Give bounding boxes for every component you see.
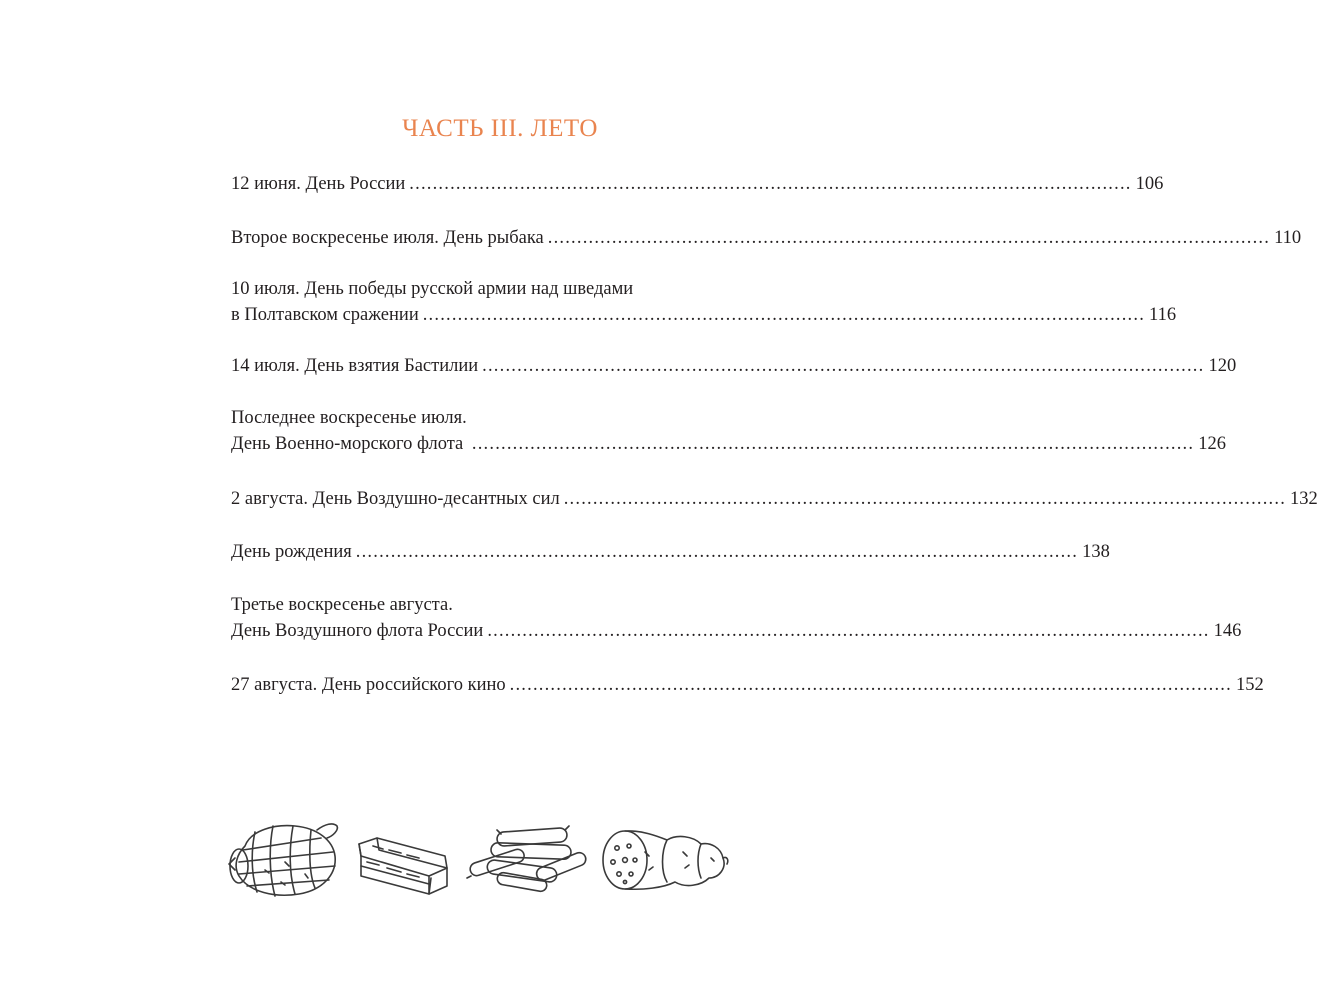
food-illustrations	[225, 816, 730, 900]
toc-page-number: 110	[1274, 228, 1302, 248]
toc-entry[interactable]	[231, 672, 1264, 698]
dot-leader: ............................................................................................................................	[487, 621, 1210, 641]
toc-entry-title-line-2: День Воздушного флота России	[231, 621, 484, 641]
toc-entry[interactable]	[231, 592, 1242, 644]
toc-entry[interactable]	[231, 276, 1177, 328]
toc-entry-title: 14 июля. День взятия Бастилии	[231, 356, 479, 376]
dot-leader: ............................................................................................................................	[509, 675, 1232, 695]
toc-entry-title-line-2: День Военно-морского флота	[231, 434, 468, 454]
toc-page-number: 132	[1290, 489, 1318, 509]
toc-page-number: 138	[1082, 542, 1110, 562]
dot-leader: ............................................................................................................................	[563, 489, 1287, 509]
toc-page-number: 116	[1149, 305, 1177, 325]
toc-entry-title-line-2: в Полтавском сражении	[231, 305, 419, 325]
toc-page-number: 106	[1135, 174, 1164, 194]
toc-page-number: 126	[1198, 434, 1226, 454]
dot-leader: ............................................................................................................................	[482, 356, 1205, 376]
toc-entry-title: 27 августа. День российского кино	[231, 675, 506, 695]
dot-leader: ............................................................................................................................	[409, 174, 1132, 194]
toc-page-number: 120	[1208, 356, 1237, 376]
toc-entry[interactable]	[231, 405, 1226, 457]
toc-entry-title-line-1: 10 июля. День победы русской армии над шведами	[231, 279, 634, 299]
toc-page-number: 152	[1235, 675, 1264, 695]
dot-leader: ............................................................................................................................	[547, 228, 1271, 248]
toc-entry-title: Второе воскресенье июля. День рыбака	[231, 228, 544, 248]
toc-page-number: 146	[1213, 621, 1242, 641]
dot-leader: ............................................................................................................................	[355, 542, 1079, 562]
sausages-icon	[461, 816, 591, 900]
dot-leader: ............................................................................................................................	[471, 434, 1195, 454]
toc-entry[interactable]	[231, 171, 1164, 197]
toc-entry[interactable]	[231, 486, 1318, 512]
toc-entry-title-line-1: Последнее воскресенье июля.	[231, 408, 467, 428]
toc-entry[interactable]	[231, 353, 1237, 379]
toc-entry[interactable]	[231, 539, 1110, 565]
toc-entry-title: 12 июня. День России	[231, 174, 406, 194]
bacon-icon	[353, 816, 453, 900]
dot-leader: ............................................................................................................................	[422, 305, 1146, 325]
toc-entry[interactable]	[231, 225, 1302, 251]
ham-icon	[225, 816, 343, 900]
page-title: ЧАСТЬ III. ЛЕТО	[402, 115, 598, 142]
salami-icon	[601, 816, 730, 900]
toc-entry-title-line-1: Третье воскресенье августа.	[231, 595, 453, 615]
toc-entry-title: День рождения	[231, 542, 352, 562]
toc-entry-title: 2 августа. День Воздушно-десантных сил	[231, 489, 560, 509]
